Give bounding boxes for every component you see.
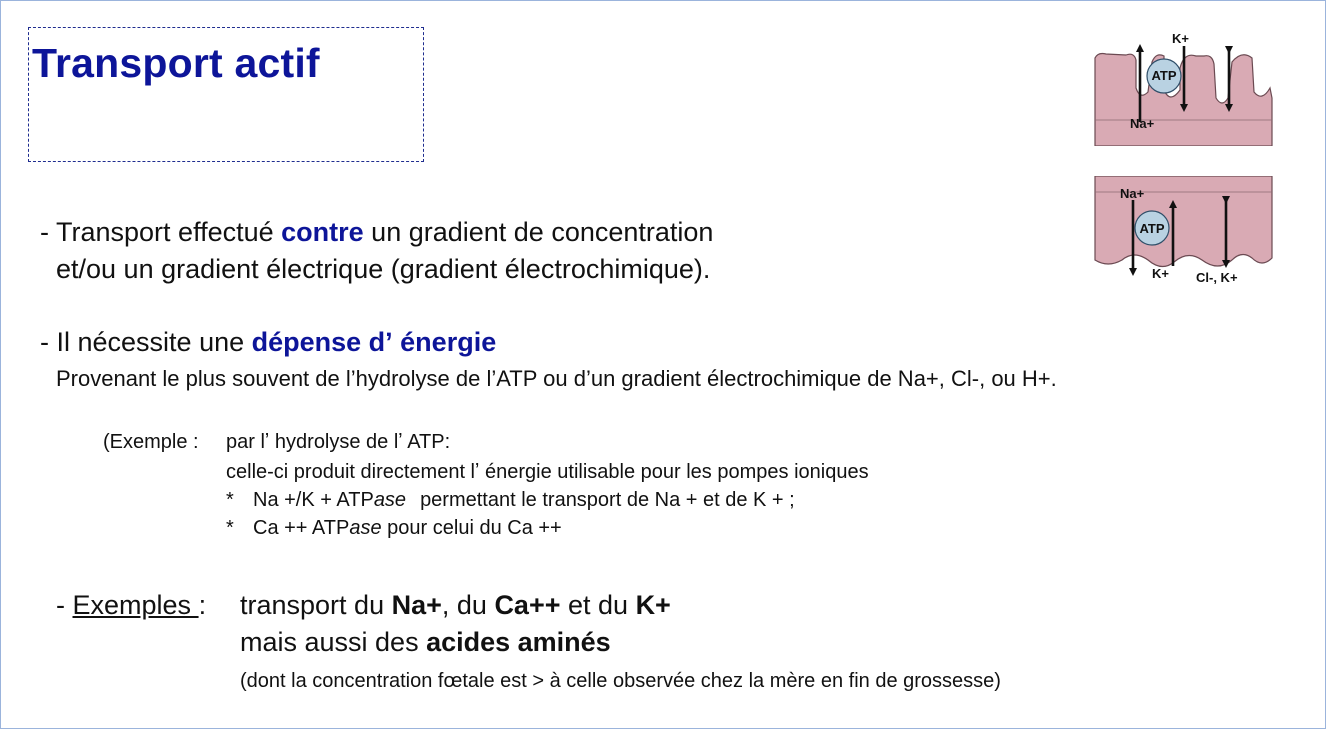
ion-na: Na+: [391, 590, 442, 620]
diagram-cl-k: Cl-, K+: [1196, 270, 1238, 285]
examples-label-text: Exemples: [72, 590, 199, 620]
diagram-na-top: Na+: [1130, 116, 1155, 131]
page-title: Transport actif: [32, 40, 320, 86]
item2-name: Ca ++ ATP: [253, 517, 350, 539]
example-item2: [226, 517, 562, 540]
point1-line2: et/ou un gradient électrique (gradient électrochimique).: [56, 254, 711, 284]
point1-highlight: contre: [281, 217, 364, 247]
diagram-k-bottom: K+: [1152, 266, 1169, 281]
point2-line1: [40, 327, 496, 358]
diagram-k-top: K+: [1172, 31, 1189, 46]
bullet-star: *: [226, 489, 234, 511]
bullet-star: *: [226, 517, 234, 539]
examples-dash: -: [56, 590, 73, 620]
example-item1: [226, 489, 795, 512]
point2-text: Il nécessite une: [56, 327, 252, 357]
point2-dash: -: [40, 327, 57, 357]
point2-line2: Provenant le plus souvent de l’hydrolyse de l’ATP ou d’un gradient électrochimique de Na+, Cl-, ou H+.: [56, 366, 1057, 391]
example-line1: par lʼ hydrolyse de lʼ ATP:: [226, 431, 451, 453]
item1-description: permettant le transport de Na + et de K + ;: [420, 489, 795, 511]
diagram-atp-top: ATP: [1151, 68, 1177, 83]
point1-dash: -: [40, 217, 57, 247]
diagram-na-bottom: Na+: [1120, 186, 1145, 201]
item2-suffix: ase: [349, 517, 382, 539]
example-label: (Exemple :: [103, 431, 199, 453]
membrane-transport-diagram: [1092, 28, 1282, 288]
item1-suffix: ase: [373, 489, 407, 511]
examples-line1: [240, 590, 671, 621]
point1-line1: [40, 217, 713, 248]
examples-text: transport du: [240, 590, 392, 620]
ion-k: K+: [635, 590, 671, 620]
examples-label: [56, 590, 206, 621]
item2-description: pour celui du Ca ++: [381, 517, 562, 539]
point1-text-end: un gradient de concentration: [363, 217, 714, 247]
examples-note: (dont la concentration fœtale est > à celle observée chez la mère en fin de grossesse): [240, 670, 1001, 692]
examples-text: mais aussi des: [240, 627, 427, 657]
diagram-atp-bottom: ATP: [1139, 221, 1165, 236]
item1-name: Na +/K + ATP: [253, 489, 374, 511]
amino-acids: acides aminés: [426, 627, 611, 657]
examples-text: et du: [560, 590, 636, 620]
examples-line2: [240, 627, 611, 658]
point1-text: Transport effectué: [56, 217, 282, 247]
ion-ca: Ca++: [494, 590, 561, 620]
examples-text: , du: [441, 590, 495, 620]
point2-highlight: dépense dʼ énergie: [251, 327, 497, 357]
example-line2: celle-ci produit directement lʼ énergie utilisable pour les pompes ioniques: [226, 461, 869, 483]
examples-colon: :: [198, 590, 207, 620]
